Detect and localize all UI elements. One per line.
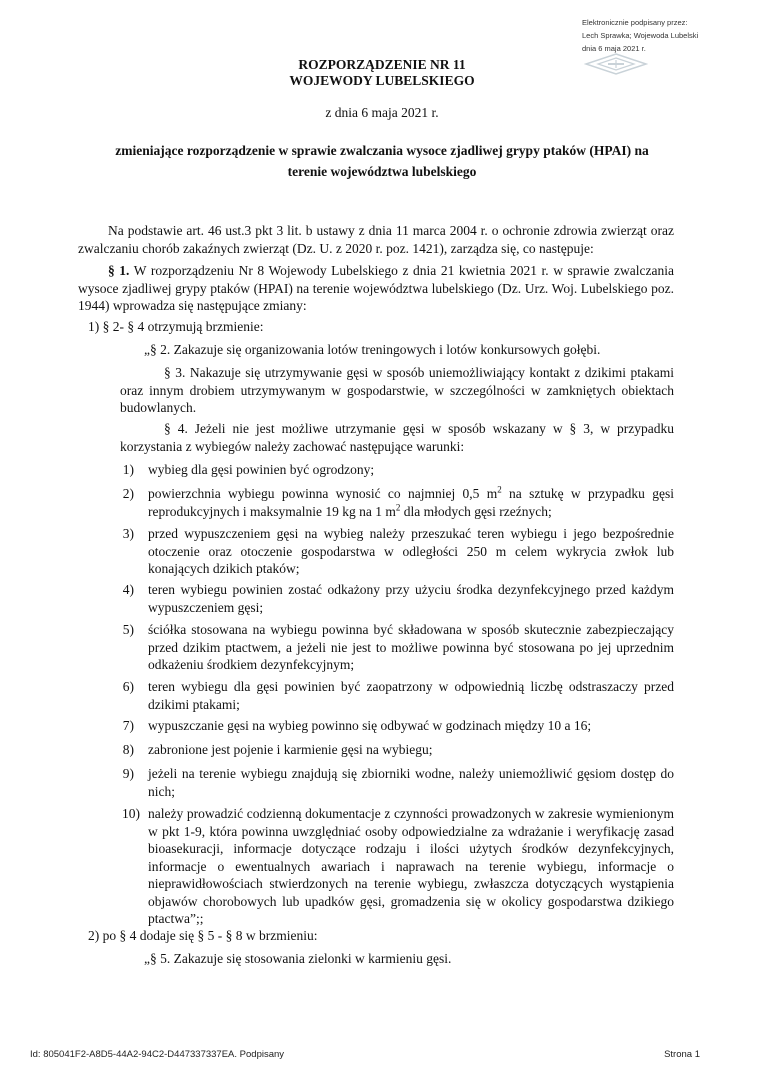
document-subject-line1: zmieniające rozporządzenie w sprawie zwalczania wysoce zjadliwej grypy ptaków (HPAI) na — [115, 143, 649, 158]
paragraph-1-text: W rozporządzeniu Nr 8 Wojewody Lubelskiego z dnia 21 kwietnia 2021 r. w sprawie zwalczania wysoce zjadliwej grypy ptaków (HPAI) na terenie województwa lubelskiego (Dz. Urz. Woj. Lubelskiego poz. 1944) wprowadza się następujące zmiany: — [78, 263, 674, 313]
condition-number: 9) — [122, 766, 134, 781]
condition-text: należy prowadzić codzienną dokumentacje z czynności prowadzonych w zakresie wymienionym w pkt 1-9, która powinna uwzględniać osoby odpowiedzialne za wdrażanie i weryfikację zasad bioasekuracji, informacje dotyczące rodzaju i ilości użytych środków dezynfekcyjnych, informacje o ewentualnych awariach i naprawach na terenie wybiegu, informacje o nieprawidłowościach stwierdzonych na terenie wybiegu, zwłaszcza dotyczących wystąpienia objawów chorobowych lub upadków gęsi, gromadzenia się w okolicy gospodarstwa dzikiego ptactwa”;; — [148, 806, 674, 926]
condition-number: 6) — [122, 679, 134, 694]
condition-text: wypuszczanie gęsi na wybieg powinno się odbywać w godzinach między 10 a 16; — [148, 718, 592, 733]
condition-text: jeżeli na terenie wybiegu znajdują się zbiorniki wodne, należy uniemożliwić gęsiom dostęp do nich; — [148, 766, 674, 799]
condition-number: 7) — [122, 718, 134, 733]
condition-number: 10) — [122, 806, 140, 821]
condition-number: 5) — [122, 622, 134, 637]
condition-text: ściółka stosowana na wybiegu powinna być składowana w sposób skutecznie zabezpieczający przed dzikim ptactwem, a jeżeli nie jest to możliwe powinna być stosowana po jej uprzednim odkażeniu środkiem dezynfekcyjnym; — [148, 622, 674, 672]
condition-number: 3) — [122, 526, 134, 541]
signature-line: Elektronicznie podpisany przez: — [582, 18, 688, 27]
condition-number: 1) — [122, 462, 134, 477]
condition-text: powierzchnia wybiegu powinna wynosić co najmniej 0,5 $m^2$ na sztukę w przypadku gęsi reprodukcyjnych i maksymalnie 19 kg na 1 $m^2$ dla młodych gęsi rzeźnych; — [148, 484, 674, 519]
condition-number: 4) — [122, 582, 134, 597]
document-date: z dnia 6 maja 2021 r. — [325, 105, 439, 120]
preamble: Na podstawie art. 46 ust.3 pkt 3 lit. b ustawy z dnia 11 marca 2004 r. o ochronie zdrowia zwierząt oraz zwalczaniu chorób zakaźnych zwierząt (Dz. U. z 2020 r. poz. 1421), zarządza się, co następuje: — [78, 223, 674, 256]
condition-text: zabronione jest pojenie i karmienie gęsi na wybiegu; — [148, 742, 433, 757]
condition-text: teren wybiegu dla gęsi powinien być zaopatrzony w odpowiednią liczbę odstraszaczy przed dzikimi ptakami; — [148, 679, 674, 712]
condition-number: 2) — [122, 486, 134, 501]
condition-number: 8) — [122, 742, 134, 757]
signature-signer: Lech Sprawka; Wojewoda Lubelski — [582, 31, 699, 40]
signature-date: dnia 6 maja 2021 r. — [582, 44, 646, 53]
document-id: Id: 805041F2-A8D5-44A2-94C2-D447337337EA. Podpisany — [30, 1049, 285, 1060]
section-2: „§ 2. Zakazuje się organizowania lotów treningowych i lotów konkursowych gołębi. — [144, 342, 601, 357]
section-4: § 4. Jeżeli nie jest możliwe utrzymanie gęsi w sposób wskazany w § 3, w przypadku korzystania z wybiegów należy zachować następujące warunki: — [120, 421, 674, 454]
section-5: „§ 5. Zakazuje się stosowania zielonki w karmieniu gęsi. — [144, 951, 452, 966]
section-3: § 3. Nakazuje się utrzymywanie gęsi w sposób uniemożliwiający kontakt z dzikimi ptakami oraz innym drobiem utrzymywanym w gospodarstwie, w szczególności w zamkniętych obiektach budowlanych. — [120, 365, 674, 415]
change-item-2: 2) po § 4 dodaje się § 5 - § 8 w brzmieniu: — [88, 928, 318, 943]
condition-text: wybieg dla gęsi powinien być ogrodzony; — [148, 462, 375, 477]
document-authority: WOJEWODY LUBELSKIEGO — [289, 73, 475, 88]
document-subject-line2: terenie województwa lubelskiego — [287, 164, 477, 179]
condition-text: przed wypuszczeniem gęsi na wybieg należy przeszukać teren wybiegu i jego bezpośrednie otoczenie oraz otoczenie gospodarstwa w odległości 250 m celem wykrycia zwłok lub konających dzikich ptaków; — [148, 526, 674, 576]
signature-stamp — [582, 16, 752, 55]
condition-text: teren wybiegu powinien zostać odkażony przy użyciu środka dezynfekcyjnego przed każdym wypuszczeniem gęsi; — [148, 582, 674, 615]
paragraph-1-label: § 1. — [108, 263, 130, 278]
page-number: Strona 1 — [664, 1049, 700, 1060]
document-title: ROZPORZĄDZENIE NR 11 — [298, 57, 466, 72]
paragraph-1 — [78, 262, 674, 315]
change-item-1: 1) § 2- § 4 otrzymują brzmienie: — [88, 319, 264, 334]
